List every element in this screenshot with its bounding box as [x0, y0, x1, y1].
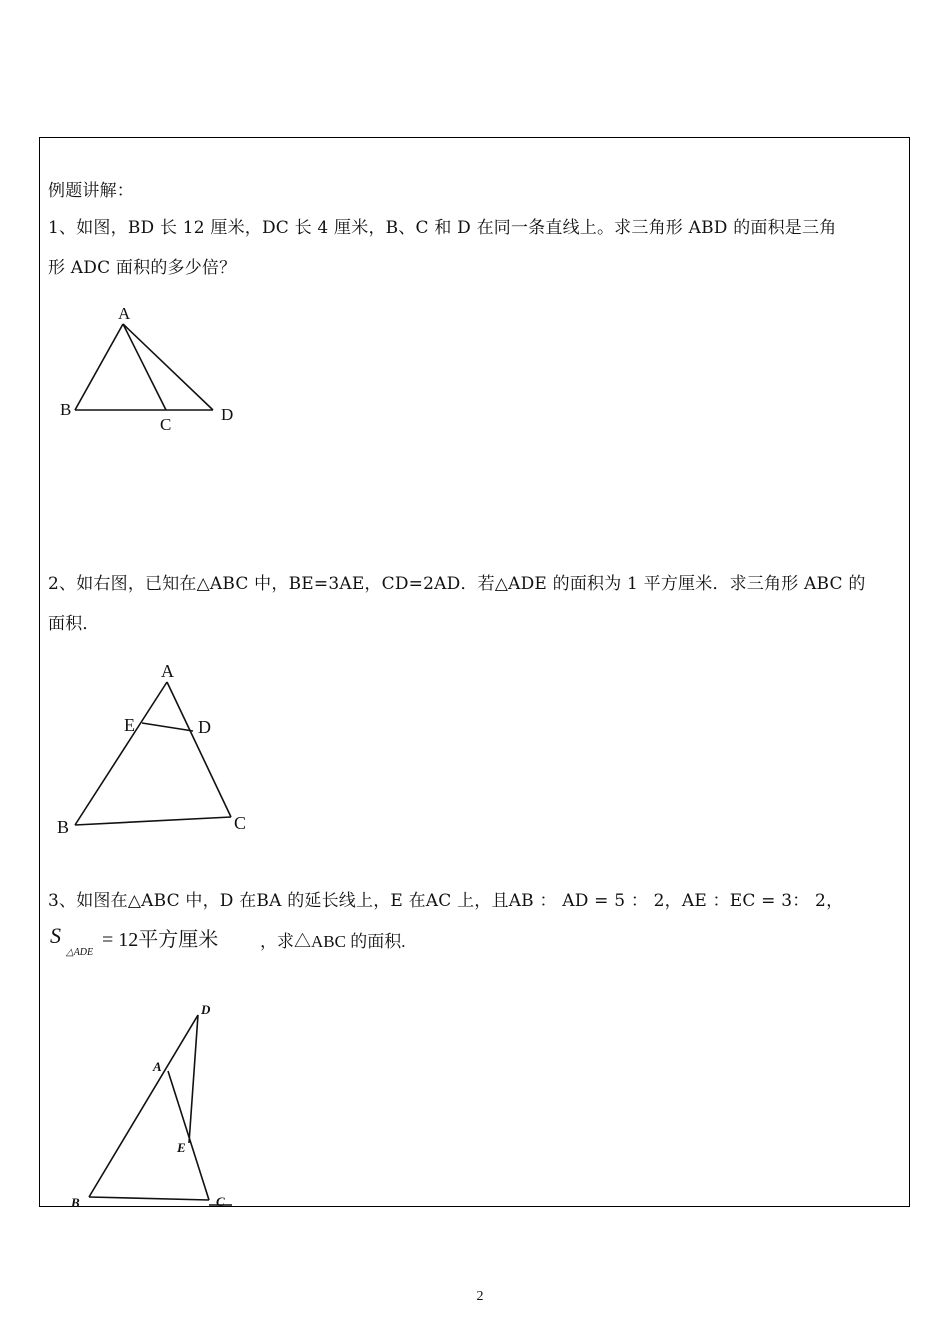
- p3-segment-bc: [89, 1197, 209, 1200]
- p3-label-e: E: [177, 1140, 186, 1155]
- p3-label-c: C: [216, 1194, 225, 1209]
- section-title: 例题讲解：: [48, 181, 134, 201]
- p1-label-c: C: [160, 415, 172, 434]
- problem1-text-line2: 形 ADC 面积的多少倍？: [48, 258, 237, 278]
- p1-label-b: B: [60, 400, 72, 419]
- p2-label-b: B: [57, 817, 70, 837]
- p3-label-a: A: [153, 1059, 162, 1074]
- p2-label-e: E: [124, 715, 135, 735]
- page-number: 2: [476, 1289, 484, 1304]
- p2-label-a: A: [161, 661, 174, 681]
- p3-segment-ac: [168, 1071, 209, 1200]
- p1-label-d: D: [221, 405, 234, 424]
- p3-segment-dc: [189, 1015, 198, 1143]
- problem3-text-line1: 3、如图在△ABC 中，D 在BA 的延长线上，E 在AC 上，且AB ： AD = 5 ： 2，AE ：EC = 3： 2，: [48, 891, 844, 911]
- p3-label-d: D: [201, 1002, 211, 1017]
- p3-label-b: B: [71, 1195, 80, 1210]
- p3-segment-bd: [89, 1015, 198, 1197]
- p2-label-c: C: [234, 813, 247, 833]
- p2-label-d: D: [198, 717, 211, 737]
- formula-subscript: △ADE: [66, 947, 94, 958]
- problem1-text-line1: 1、如图，BD 长 12 厘米，DC 长 4 厘米，B、C 和 D 在同一条直线上。求三角形 ABD 的面积是三角: [48, 218, 837, 238]
- problem2-text-line2: 面积．: [48, 614, 100, 634]
- formula-value: = 12平方厘米: [102, 929, 219, 951]
- problem3-question: ，求△ABC 的面积.: [260, 932, 406, 951]
- problem2-text-line1: 2、如右图，已知在△ABC 中，BE=3AE，CD=2AD．若△ADE 的面积为 1 平方厘米．求三角形 ABC 的: [48, 574, 866, 594]
- formula-area-symbol: S: [50, 923, 61, 948]
- p1-label-a: A: [118, 304, 131, 323]
